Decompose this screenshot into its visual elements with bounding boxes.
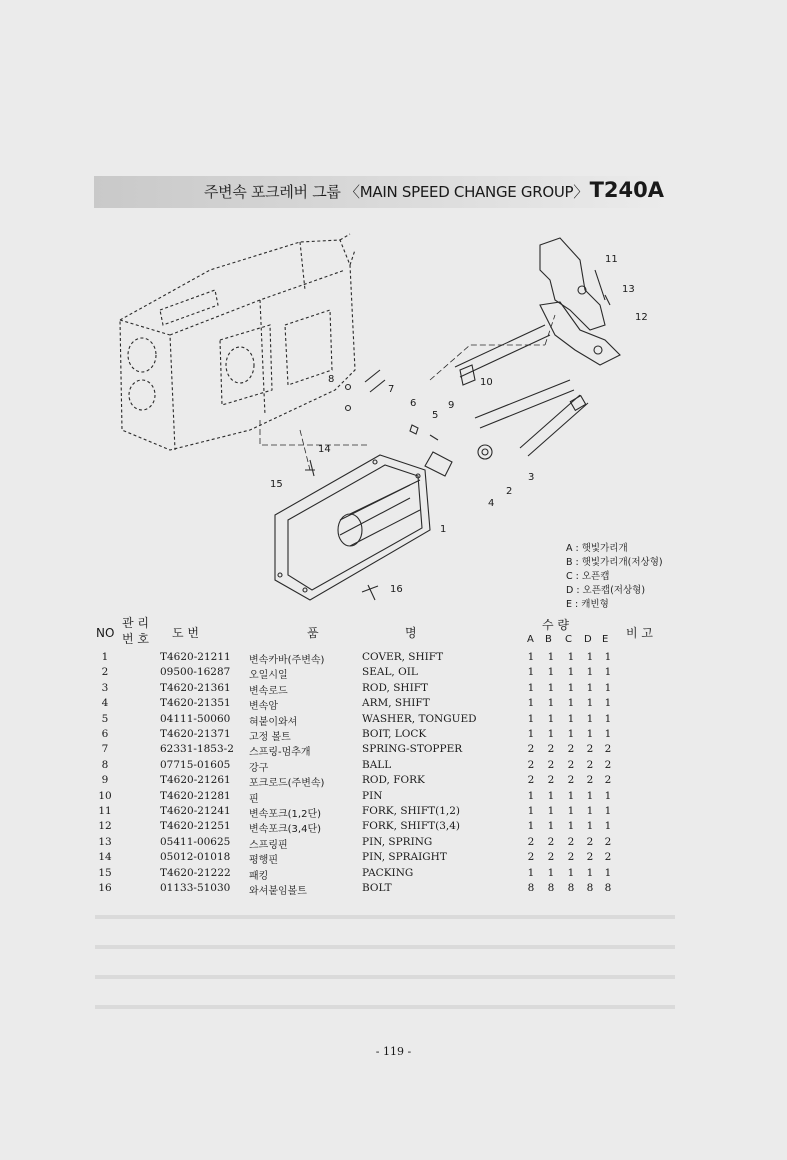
part-name-english: SPRING-STOPPER: [362, 743, 463, 756]
part-number: 05012-01018: [160, 851, 231, 864]
part-name-english: ROD, SHIFT: [362, 681, 429, 694]
callout-16: 16: [390, 584, 403, 595]
qty-c: 1: [567, 728, 575, 740]
qty-c: 1: [567, 666, 575, 679]
qty-b: 8: [547, 882, 555, 894]
row-no: 10: [98, 789, 112, 802]
qty-d: 1: [586, 697, 594, 710]
qty-b: 1: [547, 805, 555, 817]
part-number: T4620-21351: [160, 697, 231, 710]
callout-15: 15: [270, 479, 283, 490]
qty-e: 1: [604, 728, 612, 740]
part-name-korean: 변속카바(주변속): [249, 655, 325, 666]
qty-a: 1: [527, 820, 535, 833]
part-name-korean: 평행핀: [249, 855, 278, 867]
qty-e: 1: [604, 789, 612, 802]
qty-a: 1: [527, 697, 535, 710]
qty-d: 1: [586, 651, 594, 663]
qty-b: 2: [547, 835, 555, 848]
part-name-english: FORK, SHIFT(3,4): [362, 820, 460, 833]
qty-a: 1: [527, 712, 535, 725]
model-code: T240A: [589, 178, 664, 202]
header-qty-e: E: [602, 634, 609, 645]
part-name-english: ROD, FORK: [362, 774, 425, 787]
part-name-korean: 혀붙이와셔: [249, 716, 298, 728]
qty-a: 1: [527, 866, 535, 879]
header-name-1: 품: [307, 626, 319, 640]
part-number: T4620-21361: [160, 681, 231, 694]
qty-d: 1: [586, 866, 594, 879]
page-number: - 119 -: [375, 1045, 412, 1058]
part-name-english: WASHER, TONGUED: [362, 712, 477, 725]
qty-b: 2: [547, 774, 555, 787]
qty-b: 1: [547, 697, 555, 710]
part-name-english: PIN: [362, 789, 383, 802]
callout-3: 3: [528, 472, 535, 483]
qty-e: 2: [604, 835, 612, 848]
qty-e: 2: [604, 774, 612, 787]
table-row: [0, 651, 787, 666]
qty-c: 2: [567, 774, 575, 787]
qty-d: 1: [586, 712, 594, 725]
row-no: 11: [98, 805, 112, 817]
table-row: [0, 774, 787, 789]
callout-12: 12: [635, 312, 648, 323]
qty-e: 1: [604, 712, 612, 725]
qty-e: 8: [604, 882, 612, 894]
title-bar: [94, 176, 666, 208]
part-number: 05411-00625: [160, 835, 231, 848]
part-number: T4620-21261: [160, 774, 231, 787]
qty-b: 1: [547, 866, 555, 879]
shift-cover: [275, 455, 430, 600]
qty-d: 1: [586, 820, 594, 833]
row-no: 7: [101, 743, 109, 756]
part-name-english: ARM, SHIFT: [362, 697, 430, 710]
header-qty-b: B: [545, 634, 552, 645]
qty-b: 1: [547, 820, 555, 833]
legend-item: B : 햇빛가리개(저상형): [566, 557, 663, 568]
part-number: T4620-21371: [160, 728, 231, 740]
table-row: [0, 867, 787, 882]
qty-a: 2: [527, 758, 535, 771]
table-row: [0, 682, 787, 697]
header-qty-d: D: [584, 634, 592, 645]
table-row: [0, 713, 787, 728]
qty-d: 2: [586, 743, 594, 756]
row-no: 15: [98, 866, 112, 879]
qty-a: 1: [527, 666, 535, 679]
qty-c: 1: [567, 789, 575, 802]
row-no: 13: [98, 835, 112, 848]
callout-8: 8: [328, 374, 335, 385]
table-row: [0, 851, 787, 866]
part-name-english: PACKING: [362, 866, 414, 879]
row-no: 14: [98, 851, 112, 864]
qty-b: 2: [547, 758, 555, 771]
qty-b: 1: [547, 728, 555, 740]
legend-item: E : 캐빈형: [566, 599, 609, 610]
part-number: T4620-21222: [160, 866, 231, 879]
qty-a: 8: [527, 882, 535, 894]
header-qty-c: C: [565, 634, 572, 645]
qty-a: 1: [527, 728, 535, 740]
callout-11: 11: [605, 254, 618, 265]
qty-c: 2: [567, 758, 575, 771]
table-row: [0, 697, 787, 712]
qty-b: 1: [547, 789, 555, 802]
qty-a: 2: [527, 743, 535, 756]
qty-c: 1: [567, 651, 575, 663]
part-number: T4620-21241: [160, 805, 231, 817]
row-no: 8: [101, 758, 109, 771]
qty-c: 2: [567, 851, 575, 864]
qty-d: 1: [586, 805, 594, 817]
header-qty: 수 량: [542, 618, 569, 632]
row-no: 3: [101, 681, 109, 694]
qty-c: 2: [567, 835, 575, 848]
row-no: 2: [101, 666, 109, 679]
qty-a: 2: [527, 835, 535, 848]
qty-d: 2: [586, 774, 594, 787]
callout-7: 7: [388, 384, 395, 395]
callout-13: 13: [622, 284, 635, 295]
row-no: 9: [101, 774, 109, 787]
assembly-guide-lines: [260, 315, 555, 470]
part-name-korean: 변속로드: [249, 685, 288, 697]
part-number: 09500-16287: [160, 666, 231, 679]
part-name-english: PIN, SPRING: [362, 835, 433, 848]
legend-item: A : 햇빛가리개: [566, 543, 628, 554]
qty-c: 1: [567, 805, 575, 817]
qty-a: 2: [527, 774, 535, 787]
table-row: [0, 805, 787, 820]
qty-c: 8: [567, 882, 575, 894]
part-name-korean: 변속포크(1,2단): [249, 809, 322, 820]
qty-e: 1: [604, 697, 612, 710]
part-name-korean: 변속포크(3,4단): [249, 824, 322, 836]
part-name-korean: 핀: [249, 793, 259, 805]
callout-10: 10: [480, 377, 493, 388]
header-remark: 비 고: [626, 626, 653, 640]
table-row: [0, 759, 787, 774]
part-name-korean: 포크로드(주변속): [249, 778, 325, 790]
qty-c: 1: [567, 697, 575, 710]
legend-item: D : 오픈캡(저상형): [566, 585, 646, 596]
part-number: T4620-21251: [160, 820, 231, 833]
qty-a: 1: [527, 651, 535, 663]
row-no: 6: [101, 728, 109, 740]
callout-6: 6: [410, 398, 417, 409]
part-name-english: FORK, SHIFT(1,2): [362, 805, 460, 817]
small-parts: [305, 365, 495, 600]
qty-b: 1: [547, 651, 555, 663]
qty-d: 1: [586, 681, 594, 694]
header-mgmt-line1: 관 리: [122, 616, 149, 630]
part-number: 01133-51030: [160, 882, 231, 894]
qty-c: 1: [567, 712, 575, 725]
qty-b: 2: [547, 851, 555, 864]
part-name-korean: 오일시일: [249, 670, 288, 682]
qty-d: 2: [586, 758, 594, 771]
qty-c: 1: [567, 866, 575, 879]
part-name-english: BOLT: [362, 882, 392, 894]
part-name-korean: 강구: [249, 762, 269, 774]
part-name-english: SEAL, OIL: [362, 666, 418, 679]
header-part-no: 도 번: [172, 626, 199, 640]
part-number: 62331-1853-2: [160, 743, 234, 756]
qty-c: 1: [567, 681, 575, 694]
header-mgmt-line2: 번 호: [122, 632, 149, 646]
qty-c: 1: [567, 820, 575, 833]
qty-e: 1: [604, 866, 612, 879]
callout-4: 4: [488, 498, 495, 509]
qty-e: 1: [604, 651, 612, 663]
model-legend: [566, 542, 663, 612]
qty-a: 1: [527, 805, 535, 817]
transmission-case: [120, 234, 355, 450]
part-number: T4620-21281: [160, 789, 231, 802]
callout-9: 9: [448, 400, 455, 411]
part-number: 07715-01605: [160, 758, 231, 771]
qty-e: 1: [604, 805, 612, 817]
part-name-korean: 스프링-멈추개: [249, 747, 311, 759]
qty-d: 1: [586, 666, 594, 679]
part-number: T4620-21211: [160, 651, 231, 663]
header-qty-a: A: [527, 634, 534, 645]
table-row: [0, 666, 787, 681]
qty-e: 2: [604, 743, 612, 756]
header-no: NO: [96, 626, 115, 640]
qty-d: 1: [586, 789, 594, 802]
qty-d: 8: [586, 882, 594, 894]
row-no: 5: [101, 712, 109, 725]
qty-e: 2: [604, 758, 612, 771]
qty-e: 1: [604, 666, 612, 679]
part-name-english: BOIT, LOCK: [362, 728, 427, 740]
qty-b: 1: [547, 712, 555, 725]
table-row: [0, 836, 787, 851]
qty-e: 2: [604, 851, 612, 864]
qty-c: 2: [567, 743, 575, 756]
qty-d: 1: [586, 728, 594, 740]
callout-1: 1: [440, 524, 447, 535]
row-no: 4: [101, 697, 109, 710]
qty-a: 1: [527, 681, 535, 694]
table-row: [0, 728, 787, 743]
callout-14: 14: [318, 444, 331, 455]
scan-shadow-lines: [95, 905, 675, 1025]
row-no: 16: [98, 882, 112, 894]
qty-e: 1: [604, 820, 612, 833]
qty-b: 1: [547, 681, 555, 694]
qty-b: 2: [547, 743, 555, 756]
qty-a: 2: [527, 851, 535, 864]
table-row: [0, 743, 787, 758]
callout-2: 2: [506, 486, 513, 497]
table-row: [0, 820, 787, 835]
part-name-korean: 고정 볼트: [249, 732, 291, 743]
part-number: 04111-50060: [160, 712, 231, 725]
qty-e: 1: [604, 681, 612, 694]
part-name-english: PIN, SPRAIGHT: [362, 851, 447, 864]
header-name-2: 명: [405, 626, 417, 640]
qty-a: 1: [527, 789, 535, 802]
part-name-korean: 변속암: [249, 701, 278, 713]
part-name-korean: 와셔붙임볼트: [249, 886, 307, 897]
part-name-korean: 패킹: [249, 870, 269, 882]
callout-5: 5: [432, 410, 439, 421]
part-name-english: COVER, SHIFT: [362, 651, 444, 663]
row-no: 12: [98, 820, 112, 833]
part-name-korean: 스프링핀: [249, 839, 288, 851]
table-row: [0, 882, 787, 897]
table-row: [0, 790, 787, 805]
qty-d: 2: [586, 835, 594, 848]
qty-b: 1: [547, 666, 555, 679]
part-name-english: BALL: [362, 758, 392, 771]
row-no: 1: [101, 651, 109, 663]
page-title: 주변속 포크레버 그룹 〈MAIN SPEED CHANGE GROUP〉: [203, 183, 588, 201]
qty-d: 2: [586, 851, 594, 864]
legend-item: C : 오픈캡: [566, 571, 610, 582]
